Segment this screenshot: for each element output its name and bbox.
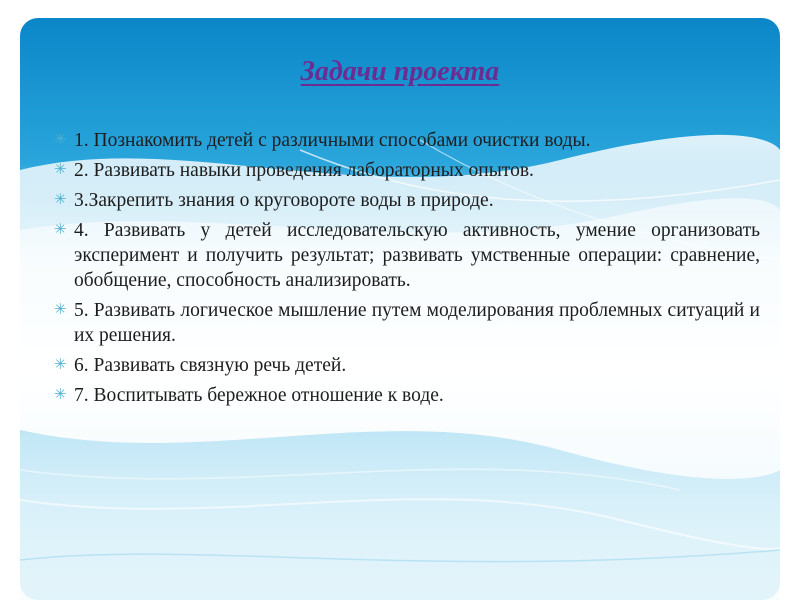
slide-title: Задачи проекта: [300, 56, 500, 87]
list-item-text: 7. Воспитывать бережное отношение к воде.: [74, 385, 444, 406]
list-item-text: 4. Развивать у детей исследовательскую активность, умение организовать эксперимент и получить результат; развивать умственные операции: сравнение, обобщение, способность анализировать.: [74, 220, 760, 291]
list-item: [54, 383, 760, 408]
star-bullet-icon: ✳: [54, 222, 67, 238]
list-item: [54, 353, 760, 378]
list-item: [54, 188, 760, 213]
list-item: [54, 158, 760, 183]
list-item: [54, 128, 760, 153]
list-item-text: 2. Развивать навыки проведения лабораторных опытов.: [74, 160, 534, 181]
list-item-text: 5. Развивать логическое мышление путем моделирования проблемных ситуаций и их решения.: [74, 300, 760, 346]
list-item-text: 3.Закрепить знания о круговороте воды в природе.: [74, 190, 494, 211]
star-bullet-icon: ✳: [54, 387, 67, 403]
list-item: [54, 298, 760, 348]
star-bullet-icon: ✳: [54, 357, 67, 373]
task-list: [54, 128, 760, 413]
star-bullet-icon: ✳: [54, 192, 67, 208]
list-item-text: 1. Познакомить детей с различными способами очистки воды.: [74, 130, 591, 151]
star-bullet-icon: ✳: [54, 132, 67, 148]
star-bullet-icon: ✳: [54, 302, 67, 318]
list-item-text: 6. Развивать связную речь детей.: [74, 355, 347, 376]
star-bullet-icon: ✳: [54, 162, 67, 178]
list-item: [54, 218, 760, 293]
